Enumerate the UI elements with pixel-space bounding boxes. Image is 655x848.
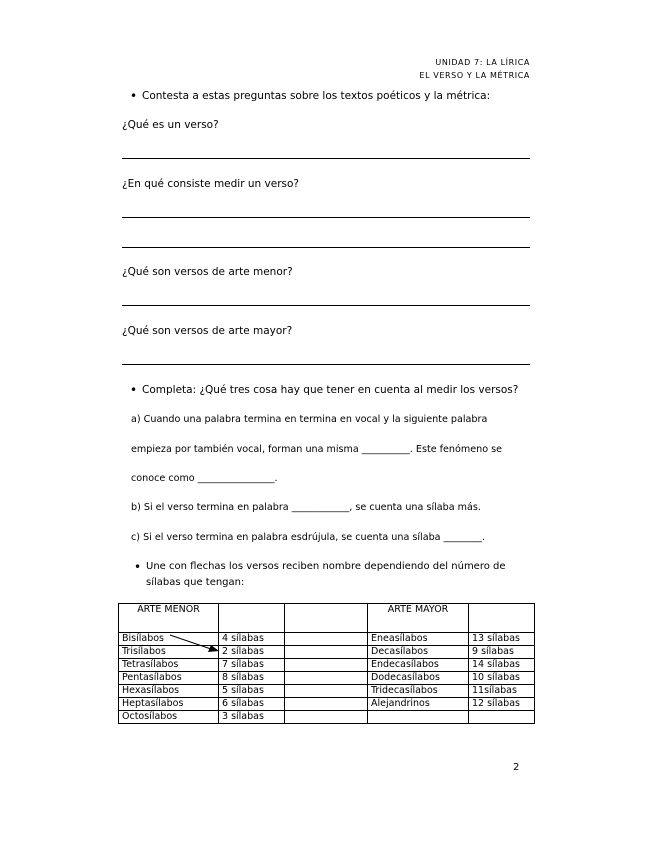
- header-unit: UNIDAD 7: LA LÍRICA: [435, 58, 530, 67]
- header-arte-mayor: ARTE MAYOR: [368, 604, 469, 633]
- table-row: Heptasílabos 6 sílabas Alejandrinos 12 sílabas: [119, 698, 535, 711]
- verse-matching-table: [118, 603, 535, 724]
- answer-line: [122, 247, 530, 248]
- table-row: Hexasílabos 5 sílabas Tridecasílabos 11sílabas: [119, 685, 535, 698]
- answer-line: [122, 158, 530, 159]
- table-row: Bisílabos 4 sílabas Eneasílabos 13 sílabas: [119, 633, 535, 646]
- answer-line: [122, 217, 530, 218]
- answer-line: [122, 364, 530, 365]
- table-row: Octosílabos 3 sílabas: [119, 711, 535, 724]
- table-header-row: [119, 604, 535, 633]
- instruction-arrows-line1: • Une con flechas los versos reciben nombre dependiendo del número de: [146, 561, 506, 572]
- item-c: c) Si el verso termina en palabra esdrújula, se cuenta una sílaba ________.: [131, 532, 486, 543]
- instruction-complete: • Completa: ¿Qué tres cosa hay que tener en cuenta al medir los versos?: [142, 384, 518, 396]
- table-row: Pentasílabos 8 sílabas Dodecasílabos 10 sílabas: [119, 672, 535, 685]
- header-arte-menor: ARTE MENOR: [119, 604, 219, 633]
- question-1: ¿Qué es un verso?: [122, 119, 219, 131]
- page-header: [419, 56, 530, 82]
- item-a-line1: a) Cuando una palabra termina en termina en vocal y la siguiente palabra: [131, 414, 488, 425]
- question-2: ¿En qué consiste medir un verso?: [122, 178, 299, 190]
- item-b: b) Si el verso termina en palabra ____________, se cuenta una sílaba más.: [131, 502, 481, 513]
- header-topic: EL VERSO Y LA MÉTRICA: [419, 71, 530, 80]
- answer-line: [122, 305, 530, 306]
- instruction-arrows-line2: sílabas que tengan:: [146, 577, 245, 588]
- question-3: ¿Qué son versos de arte menor?: [122, 266, 293, 278]
- page-number: 2: [513, 762, 520, 773]
- question-4: ¿Qué son versos de arte mayor?: [122, 325, 293, 337]
- table-row: Trisílabos 2 sílabas Decasílabos 9 sílabas: [119, 646, 535, 659]
- instruction-answer-questions: • Contesta a estas preguntas sobre los textos poéticos y la métrica:: [142, 90, 490, 102]
- table-row: Tetrasílabos 7 sílabas Endecasílabos 14 sílabas: [119, 659, 535, 672]
- item-a-line2: empieza por también vocal, forman una misma __________. Este fenómeno se: [131, 444, 503, 455]
- item-a-line3: conoce como ________________.: [131, 473, 278, 484]
